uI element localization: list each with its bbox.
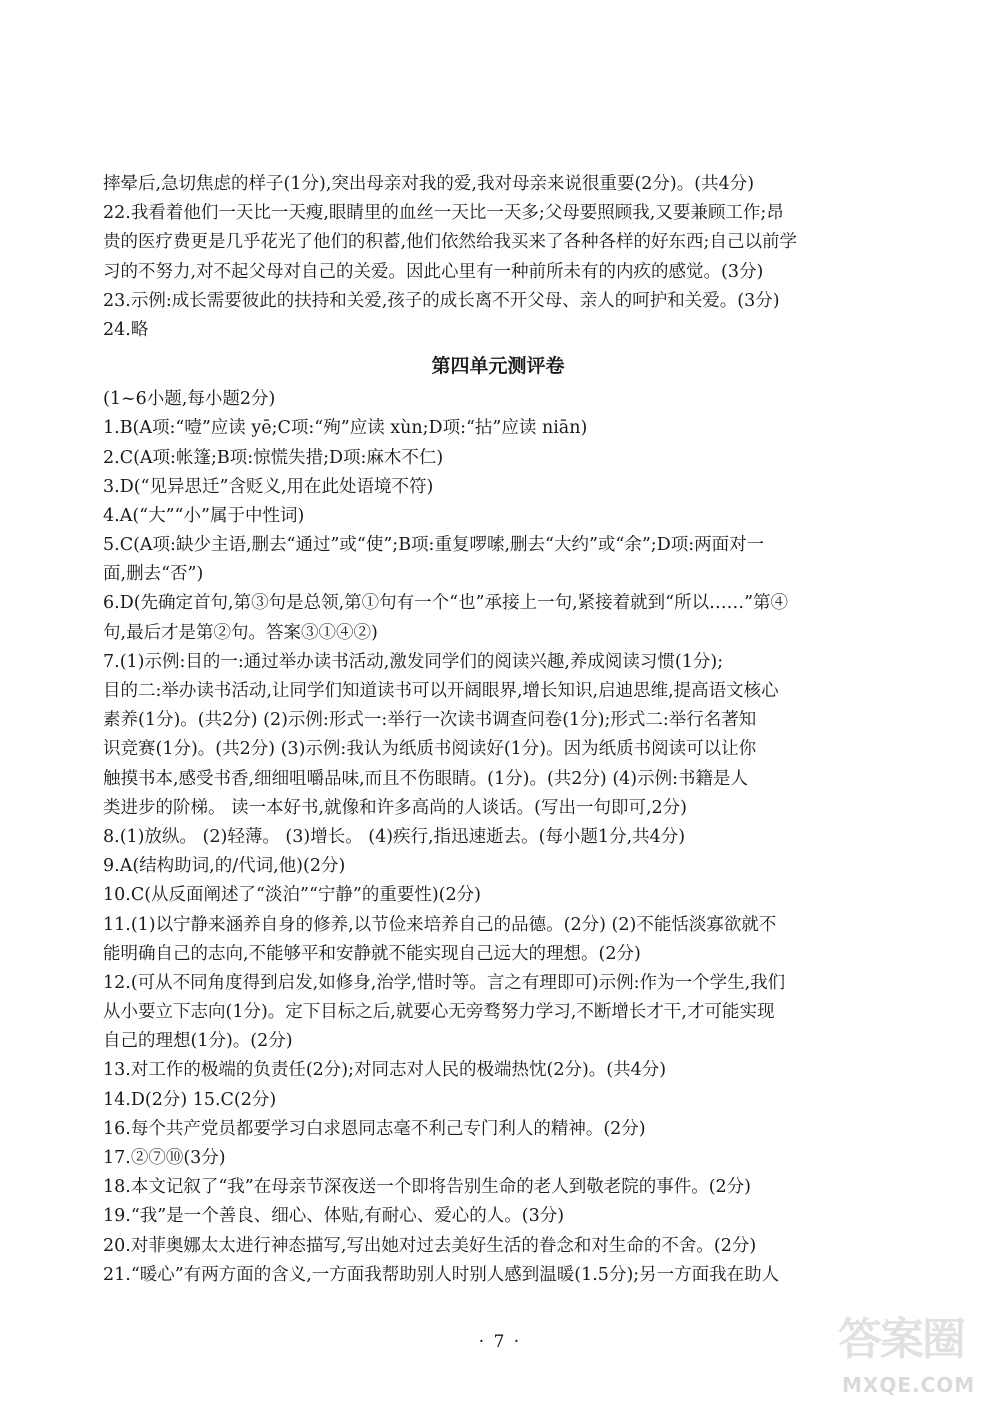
text-line: 6.D(先确定首句,第③句是总领,第①句有一个“也”承接上一句,紧接着就到“所以……”第④ xyxy=(103,593,789,614)
section-title: 第四单元测评卷 xyxy=(431,355,565,378)
text-line: 3.D(“见异思迁”含贬义,用在此处语境不符) xyxy=(103,476,434,497)
text-line: 面,删去“否”) xyxy=(103,564,204,585)
text-line: 14.D(2分) 15.C(2分) xyxy=(103,1089,277,1110)
text-line: 19.“我”是一个善良、细心、体贴,有耐心、爱心的人。(3分) xyxy=(103,1206,565,1227)
text-line: 1.B(A项:“噎”应读 yē;C项:“殉”应读 xùn;D项:“拈”应读 niān) xyxy=(103,418,588,439)
text-line: 习的不努力,对不起父母对自己的关爱。因此心里有一种前所未有的内疚的感觉。(3分) xyxy=(103,261,764,282)
text-line: 13.对工作的极端的负责任(2分);对同志对人民的极端热忱(2分)。(共4分) xyxy=(103,1060,667,1081)
text-line: 自己的理想(1分)。(2分) xyxy=(103,1031,293,1052)
text-line: 7.(1)示例:目的一:通过举办读书活动,激发同学们的阅读兴趣,养成阅读习惯(1分); xyxy=(103,651,724,672)
watermark-url: MXQE.COM xyxy=(842,1373,976,1397)
text-line: 22.我看着他们一天比一天瘦,眼睛里的血丝一天比一天多;父母要照顾我,又要兼顾工作;昂 xyxy=(103,203,784,224)
text-line: 18.本文记叙了“我”在母亲节深夜送一个即将告别生命的老人到敬老院的事件。(2分) xyxy=(103,1177,752,1198)
text-line: 句,最后才是第②句。答案③①④②) xyxy=(103,622,378,643)
text-line: 16.每个共产党员都要学习白求恩同志毫不利己专门利人的精神。(2分) xyxy=(103,1118,646,1139)
text-line: 10.C(从反面阐述了“淡泊”“宁静”的重要性)(2分) xyxy=(103,885,481,906)
text-line: 触摸书本,感受书香,细细咀嚼品味,而且不伤眼睛。(1分)。(共2分) (4)示例:书籍是人 xyxy=(103,768,749,789)
text-line: 能明确自己的志向,不能够平和安静就不能实现自己远大的理想。(2分) xyxy=(103,943,641,964)
text-line: 贵的医疗费更是几乎花光了他们的积蓄,他们依然给我买来了各种各样的好东西;自己以前学 xyxy=(103,232,797,253)
text-line: 2.C(A项:帐篷;B项:惊慌失措;D项:麻木不仁) xyxy=(103,447,444,468)
text-line: 24.略 xyxy=(103,319,149,340)
text-line: 11.(1)以宁静来涵养自身的修养,以节俭来培养自己的品德。(2分) (2)不能恬淡寡欲就不 xyxy=(103,914,777,935)
answer-text-body xyxy=(103,170,893,1290)
unit-four-answers xyxy=(103,385,893,1290)
text-line: 从小要立下志向(1分)。定下目标之后,就要心无旁骛努力学习,不断增长才干,才可能实现 xyxy=(103,1002,775,1023)
text-line: 12.(可从不同角度得到启发,如修身,治学,惜时等。言之有理即可)示例:作为一个学生,我们 xyxy=(103,972,786,993)
text-line: 类进步的阶梯。 读一本好书,就像和许多高尚的人谈话。(写出一句即可,2分) xyxy=(103,797,687,818)
previous-unit-answers xyxy=(103,170,893,345)
text-line: 8.(1)放纵。 (2)轻薄。 (3)增长。 (4)疾行,指迅速逝去。(每小题1分,共4分) xyxy=(103,826,686,847)
text-line: 17.②⑦⑩(3分) xyxy=(103,1148,226,1168)
text-line: 21.“暖心”有两方面的含义,一方面我帮助别人时别人感到温暖(1.5分);另一方面我在助人 xyxy=(103,1264,780,1285)
text-line: 摔晕后,急切焦虑的样子(1分),突出母亲对我的爱,我对母亲来说很重要(2分)。(共4分) xyxy=(103,174,755,194)
text-line: 目的二:举办读书活动,让同学们知道读书可以开阔眼界,增长知识,启迪思维,提高语文核心 xyxy=(103,681,779,701)
page-number: · 7 · xyxy=(478,1332,522,1352)
text-line: 20.对菲奥娜太太进行神态描写,写出她对过去美好生活的眷念和对生命的不舍。(2分) xyxy=(103,1235,757,1256)
text-line: 9.A(结构助词,的/代词,他)(2分) xyxy=(103,856,346,877)
text-line: 4.A(“大”“小”属于中性词) xyxy=(103,505,305,526)
text-line: 素养(1分)。(共2分) (2)示例:形式一:举行一次读书调查问卷(1分);形式二:举行名著知 xyxy=(103,710,757,731)
watermark-logo: 答案圈 xyxy=(838,1314,964,1365)
text-line: 识竞赛(1分)。(共2分) (3)示例:我认为纸质书阅读好(1分)。因为纸质书阅读可以让你 xyxy=(103,739,757,760)
text-line: 5.C(A项:缺少主语,删去“通过”或“使”;B项:重复啰嗦,删去“大约”或“余”;D项:两面对一 xyxy=(103,535,765,556)
site-watermark xyxy=(838,1307,988,1407)
text-line: 23.示例:成长需要彼此的扶持和关爱,孩子的成长离不开父母、亲人的呵护和关爱。(3分) xyxy=(103,290,780,311)
text-line: (1~6小题,每小题2分) xyxy=(103,389,276,410)
